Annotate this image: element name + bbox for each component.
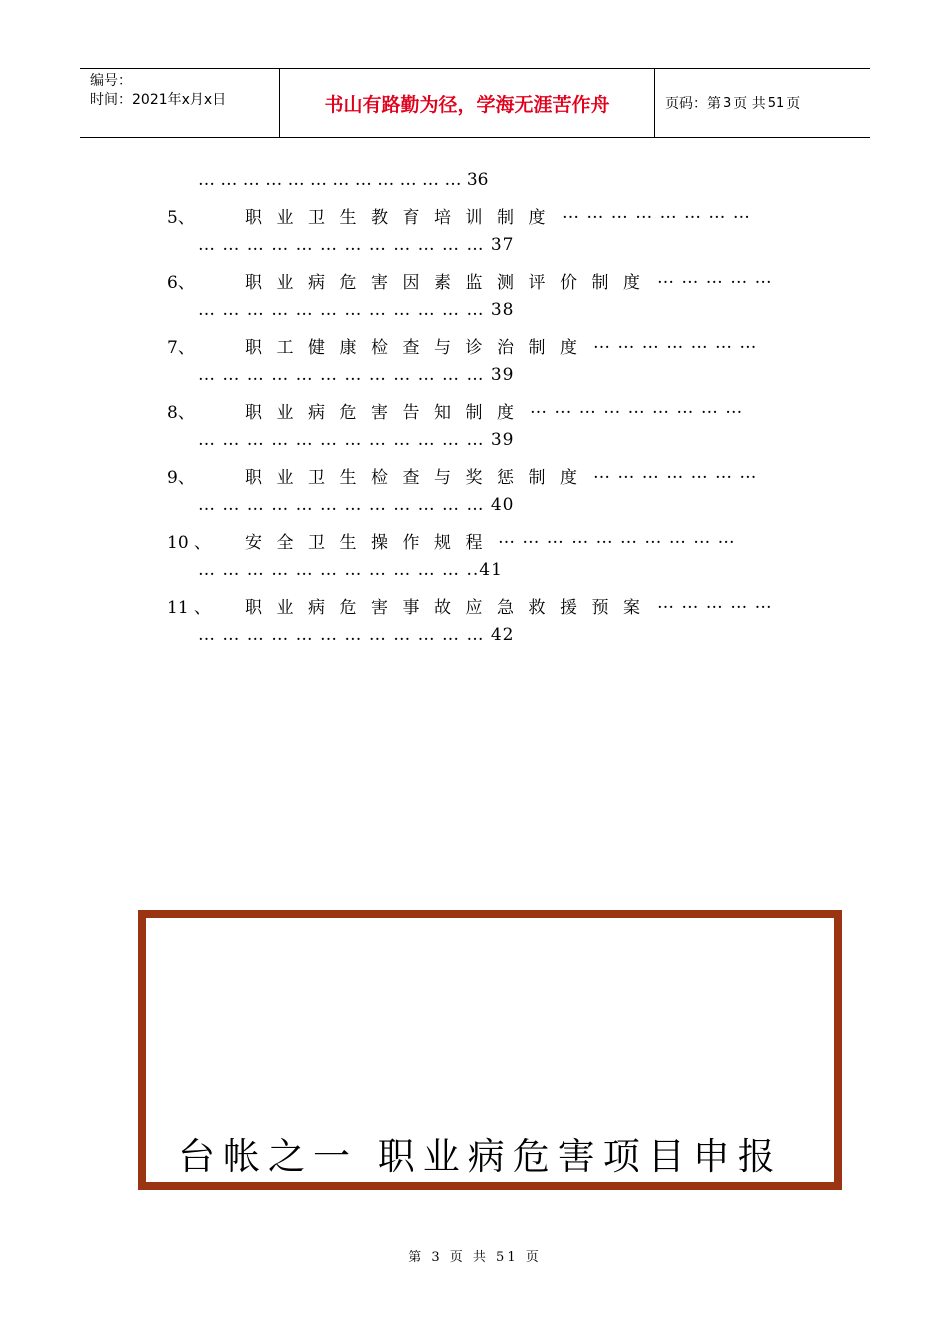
toc-item-number: 9、 [167, 468, 195, 488]
page-footer: 第 3 页 共 51 页 [408, 1250, 542, 1265]
time-label: 时间：2021年x月x日 [90, 92, 227, 108]
toc-item-title: 职业卫生教育培训制度 [245, 208, 560, 228]
toc-continuation: … … … … … … … … … … … … 36 [198, 170, 489, 190]
toc-item-number: 5、 [167, 208, 195, 228]
motto: 书山有路勤为径，学海无涯苦作舟 [280, 69, 655, 137]
toc-item-page: … … … … … … … … … … … … 42 [198, 625, 515, 645]
toc-item-title: 职业病危害因素监测评价制度 [245, 273, 655, 293]
toc-item-title: 职工健康检查与诊治制度 [245, 338, 592, 358]
toc-item-number: 7、 [167, 338, 195, 358]
toc-item-leader: … … … … … … … … … … [498, 528, 736, 548]
toc-item-number: 10 、 [167, 533, 212, 553]
toc-item-leader: … … … … … [657, 268, 773, 288]
toc-item-leader: … … … … … … … … [562, 203, 751, 223]
toc-item-title: 安全卫生操作规程 [245, 533, 497, 553]
page-mid: 页 共 [733, 96, 766, 112]
toc-item-title: 职业病危害事故应急救援预案 [245, 598, 655, 618]
toc-item-page: … … … … … … … … … … … … 40 [198, 495, 515, 515]
page-total: 51 [767, 95, 785, 111]
toc-item-number: 6、 [167, 273, 195, 293]
page-current: 3 [723, 95, 732, 111]
toc-item-title: 职业卫生检查与奖惩制度 [245, 468, 592, 488]
toc-item-leader: … … … … … … … … … [530, 398, 744, 418]
toc-item-page: … … … … … … … … … … … … 39 [198, 365, 515, 385]
code-label: 编号： [90, 73, 132, 89]
toc-item-number: 8、 [167, 403, 195, 423]
page-suffix: 页 [786, 96, 801, 112]
page-indicator [655, 69, 870, 137]
toc-item-number: 11 、 [167, 598, 212, 618]
header-left-cell [80, 69, 280, 137]
toc-item-page: … … … … … … … … … … … … 37 [198, 235, 515, 255]
toc-item-leader: … … … … … … … [593, 333, 758, 353]
toc-item-page: … … … … … … … … … … … ..41 [198, 560, 503, 580]
toc-item-page: … … … … … … … … … … … … 39 [198, 430, 515, 450]
header-table [80, 68, 870, 138]
section-title: 台帐之一 职业病危害项目申报 [178, 1135, 783, 1178]
page-prefix: 页码：第 [665, 96, 721, 112]
toc-item-leader: … … … … … … … [593, 463, 758, 483]
toc-item-leader: … … … … … [657, 593, 773, 613]
toc-item-title: 职业病危害告知制度 [245, 403, 529, 423]
toc-item-page: … … … … … … … … … … … … 38 [198, 300, 515, 320]
